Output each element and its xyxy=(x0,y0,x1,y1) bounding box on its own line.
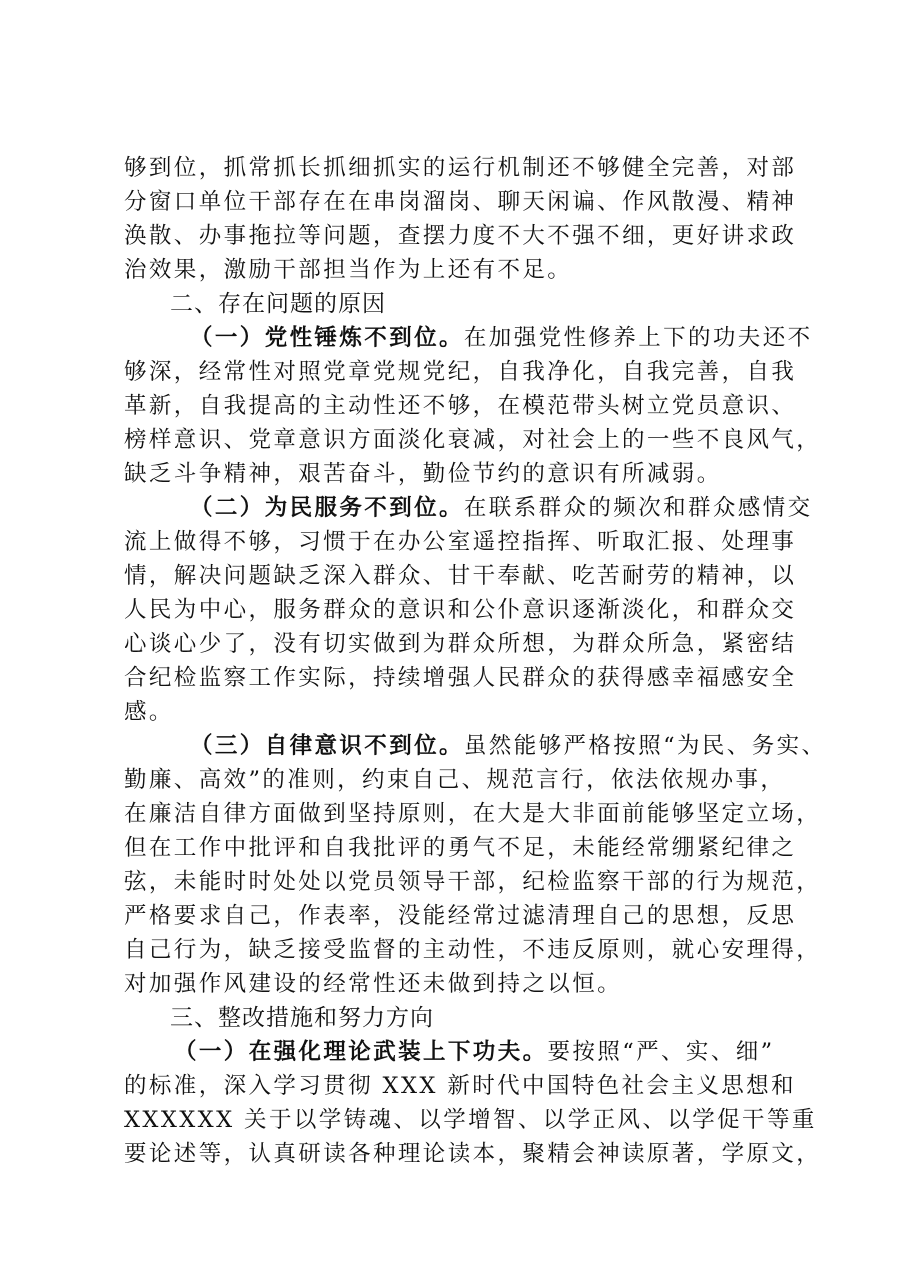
paragraph-lead: （二）为民服务不到位。 xyxy=(190,495,464,521)
text-line: 在廉洁自律方面做到坚持原则，在大是大非面前能够坚定立场， xyxy=(124,801,822,827)
text-line: 要论述等，认真研读各种理论读本，聚精会神读原著，学原文， xyxy=(124,1141,822,1167)
text-line: 心谈心少了，没有切实做到为群众所想，为群众所急，紧密结 xyxy=(124,631,797,657)
paragraph-lead: （一）在强化理论武装上下功夫。 xyxy=(174,1039,548,1065)
paragraph-lead: （一）党性锤炼不到位。 xyxy=(190,325,464,351)
text-line: 自己行为，缺乏接受监督的主动性，不违反原则，就心安理得， xyxy=(124,937,822,963)
text-line: 严格要求自己，作表率，没能经常过滤清理自己的思想，反思 xyxy=(124,903,797,929)
text-span: 要按照“严、实、细” xyxy=(547,1039,775,1065)
section-heading: 三、整改措施和努力方向 xyxy=(170,1005,434,1031)
text-line: 情，解决问题缺乏深入群众、甘干奉献、吃苦耐劳的精神，以 xyxy=(124,563,797,589)
text-line xyxy=(190,492,813,524)
text-line xyxy=(190,730,826,762)
text-line: 榜样意识、党章意识方面淡化衰减，对社会上的一些不良风气， xyxy=(124,427,822,453)
text-line: 够到位，抓常抓长抓细抓实的运行机制还不够健全完善，对部 xyxy=(124,155,797,181)
section-heading: 二、存在问题的原因 xyxy=(170,291,386,317)
text-line: 涣散、办事拖拉等问题，查摆力度不大不强不细，更好讲求政 xyxy=(124,223,797,249)
text-span: 在加强党性修养上下的功夫还不 xyxy=(463,325,813,351)
text-line: 的标准，深入学习贯彻 XXX 新时代中国特色社会主义思想和 xyxy=(124,1073,796,1099)
text-line xyxy=(190,322,813,354)
text-line: 弦，未能时时处处以党员领导干部，纪检监察干部的行为规范， xyxy=(124,869,822,895)
text-line: 但在工作中批评和自我批评的勇气不足，未能经常绷紧纪律之 xyxy=(124,835,797,861)
text-line: 对加强作风建设的经常性还未做到持之以恒。 xyxy=(124,971,623,997)
text-line: 缺乏斗争精神，艰苦奋斗，勤俭节约的意识有所减弱。 xyxy=(124,461,722,487)
text-line: 分窗口单位干部存在在串岗溜岗、聊天闲谝、作风散漫、精神 xyxy=(124,189,797,215)
text-line xyxy=(174,1036,775,1068)
text-span: 虽然能够严格按照“为民、务实、 xyxy=(463,733,827,759)
text-line: 革新，自我提高的主动性还不够，在模范带头树立党员意识、 xyxy=(124,393,797,419)
text-line: 勤廉、高效”的准则，约束自己、规范言行，依法依规办事， xyxy=(124,767,786,793)
text-line: 流上做得不够，习惯于在办公室遥控指挥、听取汇报、处理事 xyxy=(124,529,797,555)
paragraph-lead: （三）自律意识不到位。 xyxy=(190,733,464,759)
text-line: 合纪检监察工作实际，持续增强人民群众的获得感幸福感安全 xyxy=(124,665,797,691)
text-line: 够深，经常性对照党章党规党纪，自我净化，自我完善，自我 xyxy=(124,359,797,385)
text-line: 治效果，激励干部担当作为上还有不足。 xyxy=(124,257,573,283)
text-line: 感。 xyxy=(124,699,174,725)
text-line: XXXXXX 关于以学铸魂、以学增智、以学正风、以学促干等重 xyxy=(124,1107,817,1133)
text-span: 在联系群众的频次和群众感情交 xyxy=(463,495,813,521)
text-line: 人民为中心，服务群众的意识和公仆意识逐渐淡化，和群众交 xyxy=(124,597,797,623)
